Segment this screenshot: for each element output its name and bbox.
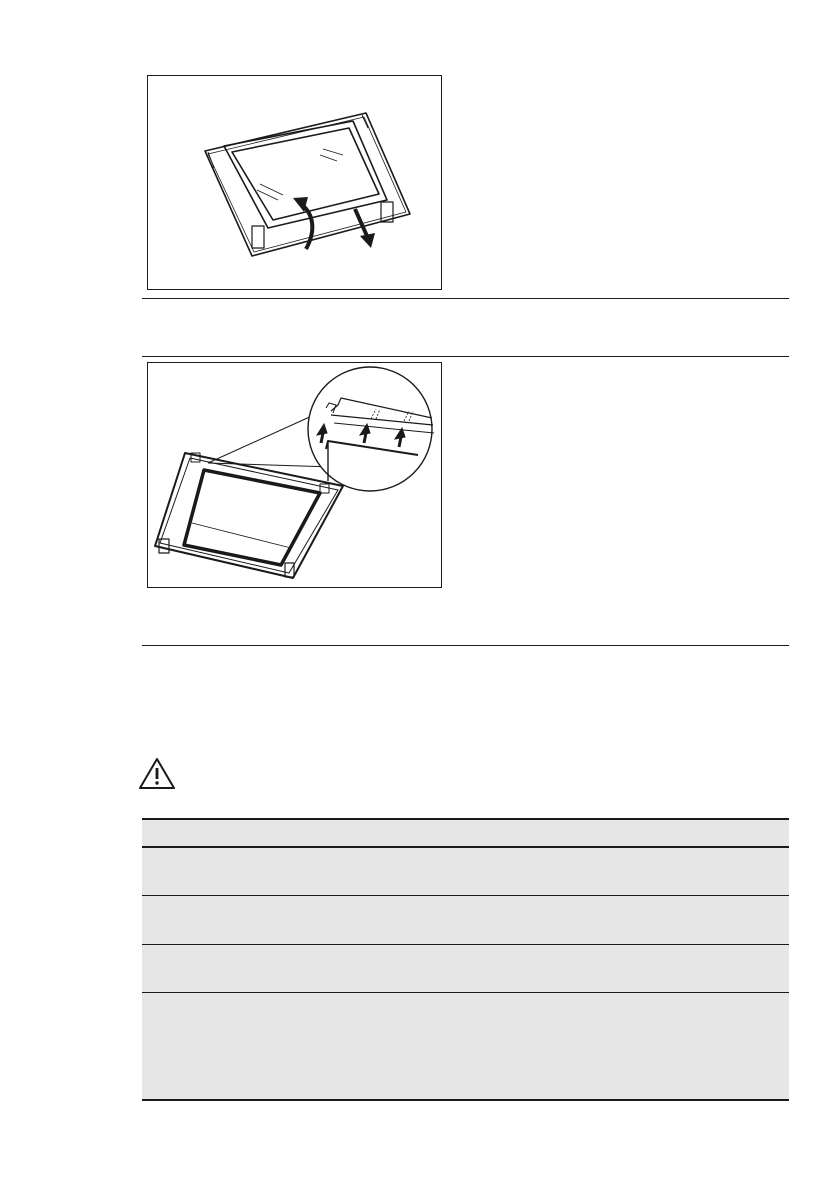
table-row bbox=[142, 848, 789, 896]
table-row bbox=[142, 993, 789, 1101]
section-divider bbox=[142, 298, 789, 299]
warning-triangle-icon bbox=[137, 756, 177, 792]
section-divider bbox=[142, 645, 789, 646]
table-row bbox=[142, 945, 789, 993]
troubleshooting-table bbox=[142, 818, 789, 1101]
table-header bbox=[142, 818, 789, 848]
section-divider bbox=[142, 356, 789, 357]
table-row bbox=[142, 896, 789, 945]
door-glass-removal-illustration bbox=[147, 75, 442, 290]
door-glass-insert-illustration bbox=[147, 362, 442, 588]
